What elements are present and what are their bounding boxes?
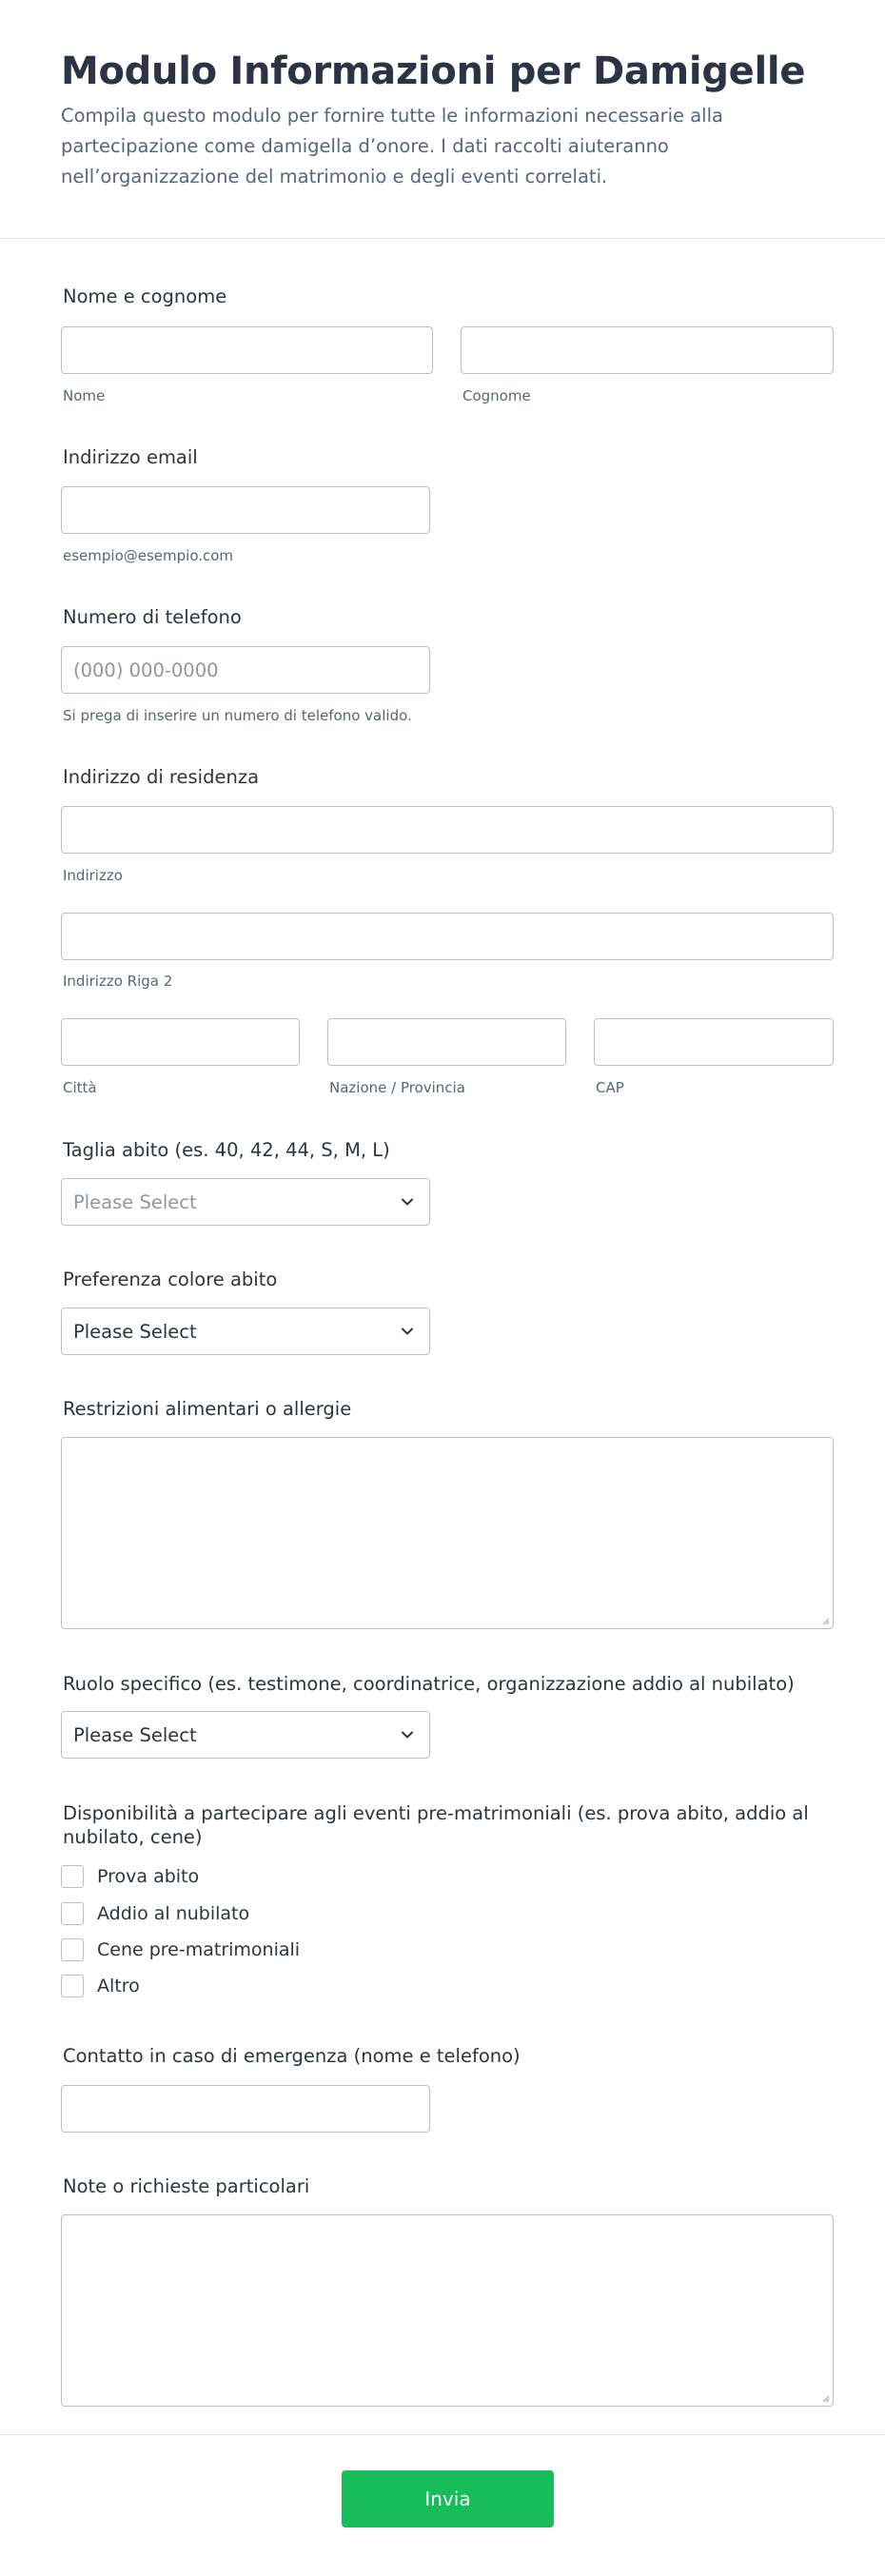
chevron-down-icon bbox=[399, 1193, 416, 1210]
diet-label: Restrizioni alimentari o allergie bbox=[63, 1398, 352, 1420]
phone-sublabel: Si prega di inserire un numero di telefono valido. bbox=[63, 707, 412, 724]
chevron-down-icon bbox=[399, 1323, 416, 1340]
emergency-label: Contatto in caso di emergenza (nome e telefono) bbox=[63, 2045, 521, 2067]
dress-color-select[interactable] bbox=[61, 1308, 430, 1355]
address-label: Indirizzo di residenza bbox=[63, 766, 260, 788]
notes-textarea[interactable] bbox=[61, 2214, 834, 2407]
state-input[interactable] bbox=[327, 1018, 566, 1066]
role-label: Ruolo specifico (es. testimone, coordinatrice, organizzazione addio al nubilato) bbox=[63, 1673, 795, 1695]
dress-size-select[interactable] bbox=[61, 1178, 430, 1226]
form-header bbox=[0, 0, 885, 239]
city-sublabel: Città bbox=[63, 1079, 97, 1096]
dress-color-label: Preferenza colore abito bbox=[63, 1268, 278, 1290]
city-input[interactable] bbox=[61, 1018, 300, 1066]
checkbox[interactable] bbox=[61, 1938, 84, 1961]
checkbox-label: Altro bbox=[97, 1976, 140, 1996]
full-name-label: Nome e cognome bbox=[63, 285, 227, 307]
diet-textarea[interactable] bbox=[61, 1437, 834, 1629]
email-sublabel: esempio@esempio.com bbox=[63, 547, 234, 564]
checkbox-label: Cene pre-matrimoniali bbox=[97, 1939, 301, 1960]
address-line1-input[interactable] bbox=[61, 806, 834, 854]
availability-label: Disponibilità a partecipare agli eventi pre-matrimoniali (es. prova abito, addio al nubilato, cene) bbox=[63, 1802, 809, 1848]
checkbox-label: Prova abito bbox=[97, 1866, 200, 1887]
page-subtitle: Compila questo modulo per fornire tutte le informazioni necessarie alla partecipazione come damigella d’onore. I dati raccolti aiuteranno nell’organizzazione del matrimonio e degli eventi correlati. bbox=[61, 105, 723, 187]
address-line2-sublabel: Indirizzo Riga 2 bbox=[63, 973, 173, 990]
footer-divider bbox=[0, 2434, 885, 2435]
phone-label: Numero di telefono bbox=[63, 606, 242, 628]
resize-grip-icon[interactable] bbox=[820, 2393, 830, 2403]
chevron-down-icon bbox=[399, 1726, 416, 1743]
email-label: Indirizzo email bbox=[63, 446, 198, 468]
checkbox[interactable] bbox=[61, 1975, 84, 1997]
checkbox[interactable] bbox=[61, 1865, 84, 1888]
first-name-input[interactable] bbox=[61, 326, 433, 374]
emergency-input[interactable] bbox=[61, 2085, 430, 2133]
email-input[interactable] bbox=[61, 486, 430, 534]
checkbox[interactable] bbox=[61, 1902, 84, 1925]
zip-sublabel: CAP bbox=[596, 1079, 624, 1096]
phone-input[interactable] bbox=[61, 646, 430, 694]
resize-grip-icon[interactable] bbox=[820, 1616, 830, 1625]
dress-color-value: Please Select bbox=[73, 1321, 197, 1343]
state-sublabel: Nazione / Provincia bbox=[329, 1079, 465, 1096]
checkbox-label: Addio al nubilato bbox=[97, 1903, 250, 1924]
last-name-sublabel: Cognome bbox=[462, 387, 531, 404]
address-line1-sublabel: Indirizzo bbox=[63, 867, 123, 884]
notes-label: Note o richieste particolari bbox=[63, 2175, 310, 2197]
submit-button[interactable]: Invia bbox=[342, 2470, 554, 2527]
first-name-sublabel: Nome bbox=[63, 387, 106, 404]
zip-input[interactable] bbox=[594, 1018, 834, 1066]
dress-size-label: Taglia abito (es. 40, 42, 44, S, M, L) bbox=[63, 1139, 390, 1161]
dress-size-value: Please Select bbox=[73, 1191, 197, 1213]
role-select[interactable] bbox=[61, 1711, 430, 1759]
role-value: Please Select bbox=[73, 1724, 197, 1746]
last-name-input[interactable] bbox=[461, 326, 834, 374]
page-title: Modulo Informazioni per Damigelle bbox=[61, 49, 806, 93]
address-line2-input[interactable] bbox=[61, 913, 834, 960]
